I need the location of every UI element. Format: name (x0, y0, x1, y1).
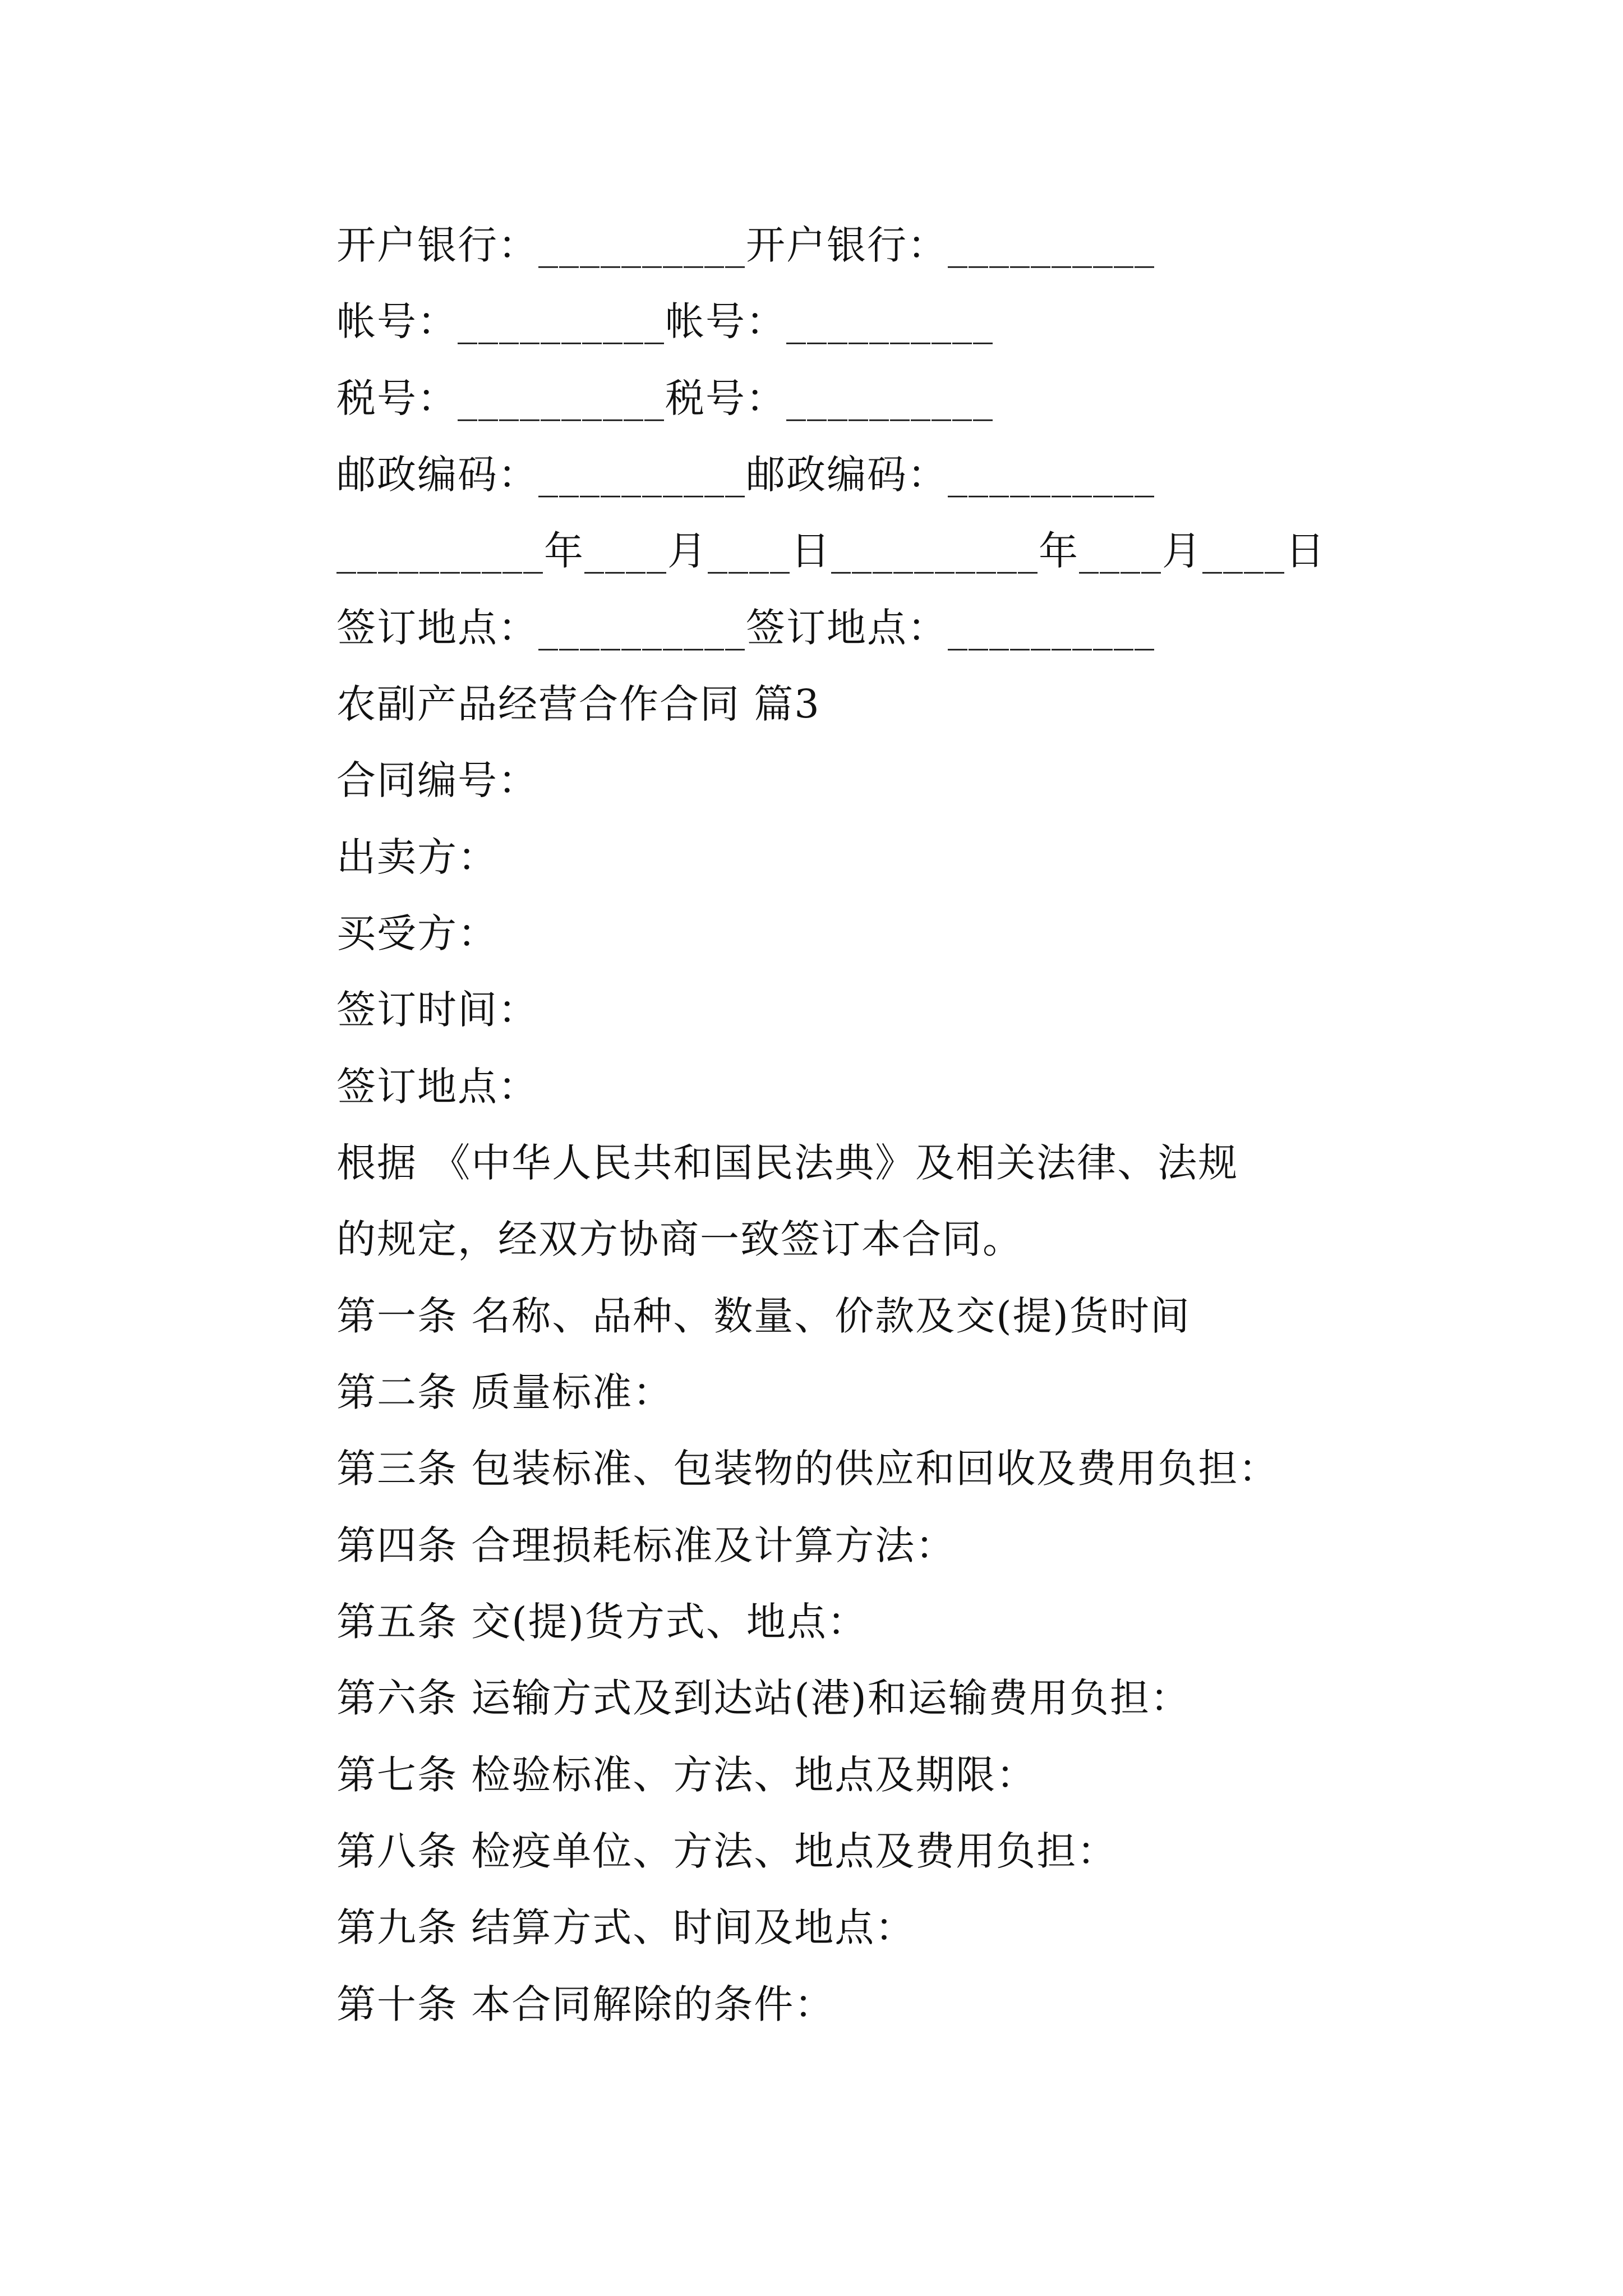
preamble-line-1: 根据 《中华人民共和国民法典》及相关法律、法规 (336, 1140, 1239, 1186)
article-1: 第一条 名称、品种、数量、价款及交(提)货时间 (336, 1293, 1191, 1339)
seller: 出卖方： (336, 834, 498, 880)
signing-place: 签订地点： (336, 1064, 538, 1110)
signing-time: 签订时间： (336, 987, 538, 1033)
contract-number: 合同编号： (336, 757, 538, 803)
date-line: __________年____月____日__________年____月____日 (336, 528, 1326, 574)
article-8: 第八条 检疫单位、方法、地点及费用负担： (336, 1828, 1118, 1874)
signing-place-line: 签订地点：__________签订地点：__________ (336, 605, 1155, 651)
tax-line: 税号：__________税号：__________ (336, 375, 994, 421)
article-2: 第二条 质量标准： (336, 1369, 674, 1415)
postcode-line: 邮政编码：__________邮政编码：__________ (336, 452, 1155, 498)
article-7: 第七条 检验标准、方法、地点及期限： (336, 1752, 1037, 1798)
preamble-line-2: 的规定，经双方协商一致签订本合同。 (336, 1216, 1023, 1262)
article-6: 第六条 运输方式及到达站(港)和运输费用负担： (336, 1675, 1191, 1721)
section-title: 农副产品经营合作合同 篇3 (336, 681, 820, 727)
article-10: 第十条 本合同解除的条件： (336, 1981, 835, 2027)
article-5: 第五条 交(提)货方式、地点： (336, 1599, 868, 1645)
article-3: 第三条 包装标准、包装物的供应和回收及费用负担： (336, 1446, 1279, 1492)
article-9: 第九条 结算方式、时间及地点： (336, 1904, 916, 1950)
buyer: 买受方： (336, 910, 498, 956)
account-line: 帐号：__________帐号：__________ (336, 298, 994, 344)
bank-line: 开户银行：__________开户银行：__________ (336, 222, 1155, 268)
article-4: 第四条 合理损耗标准及计算方法： (336, 1522, 956, 1568)
